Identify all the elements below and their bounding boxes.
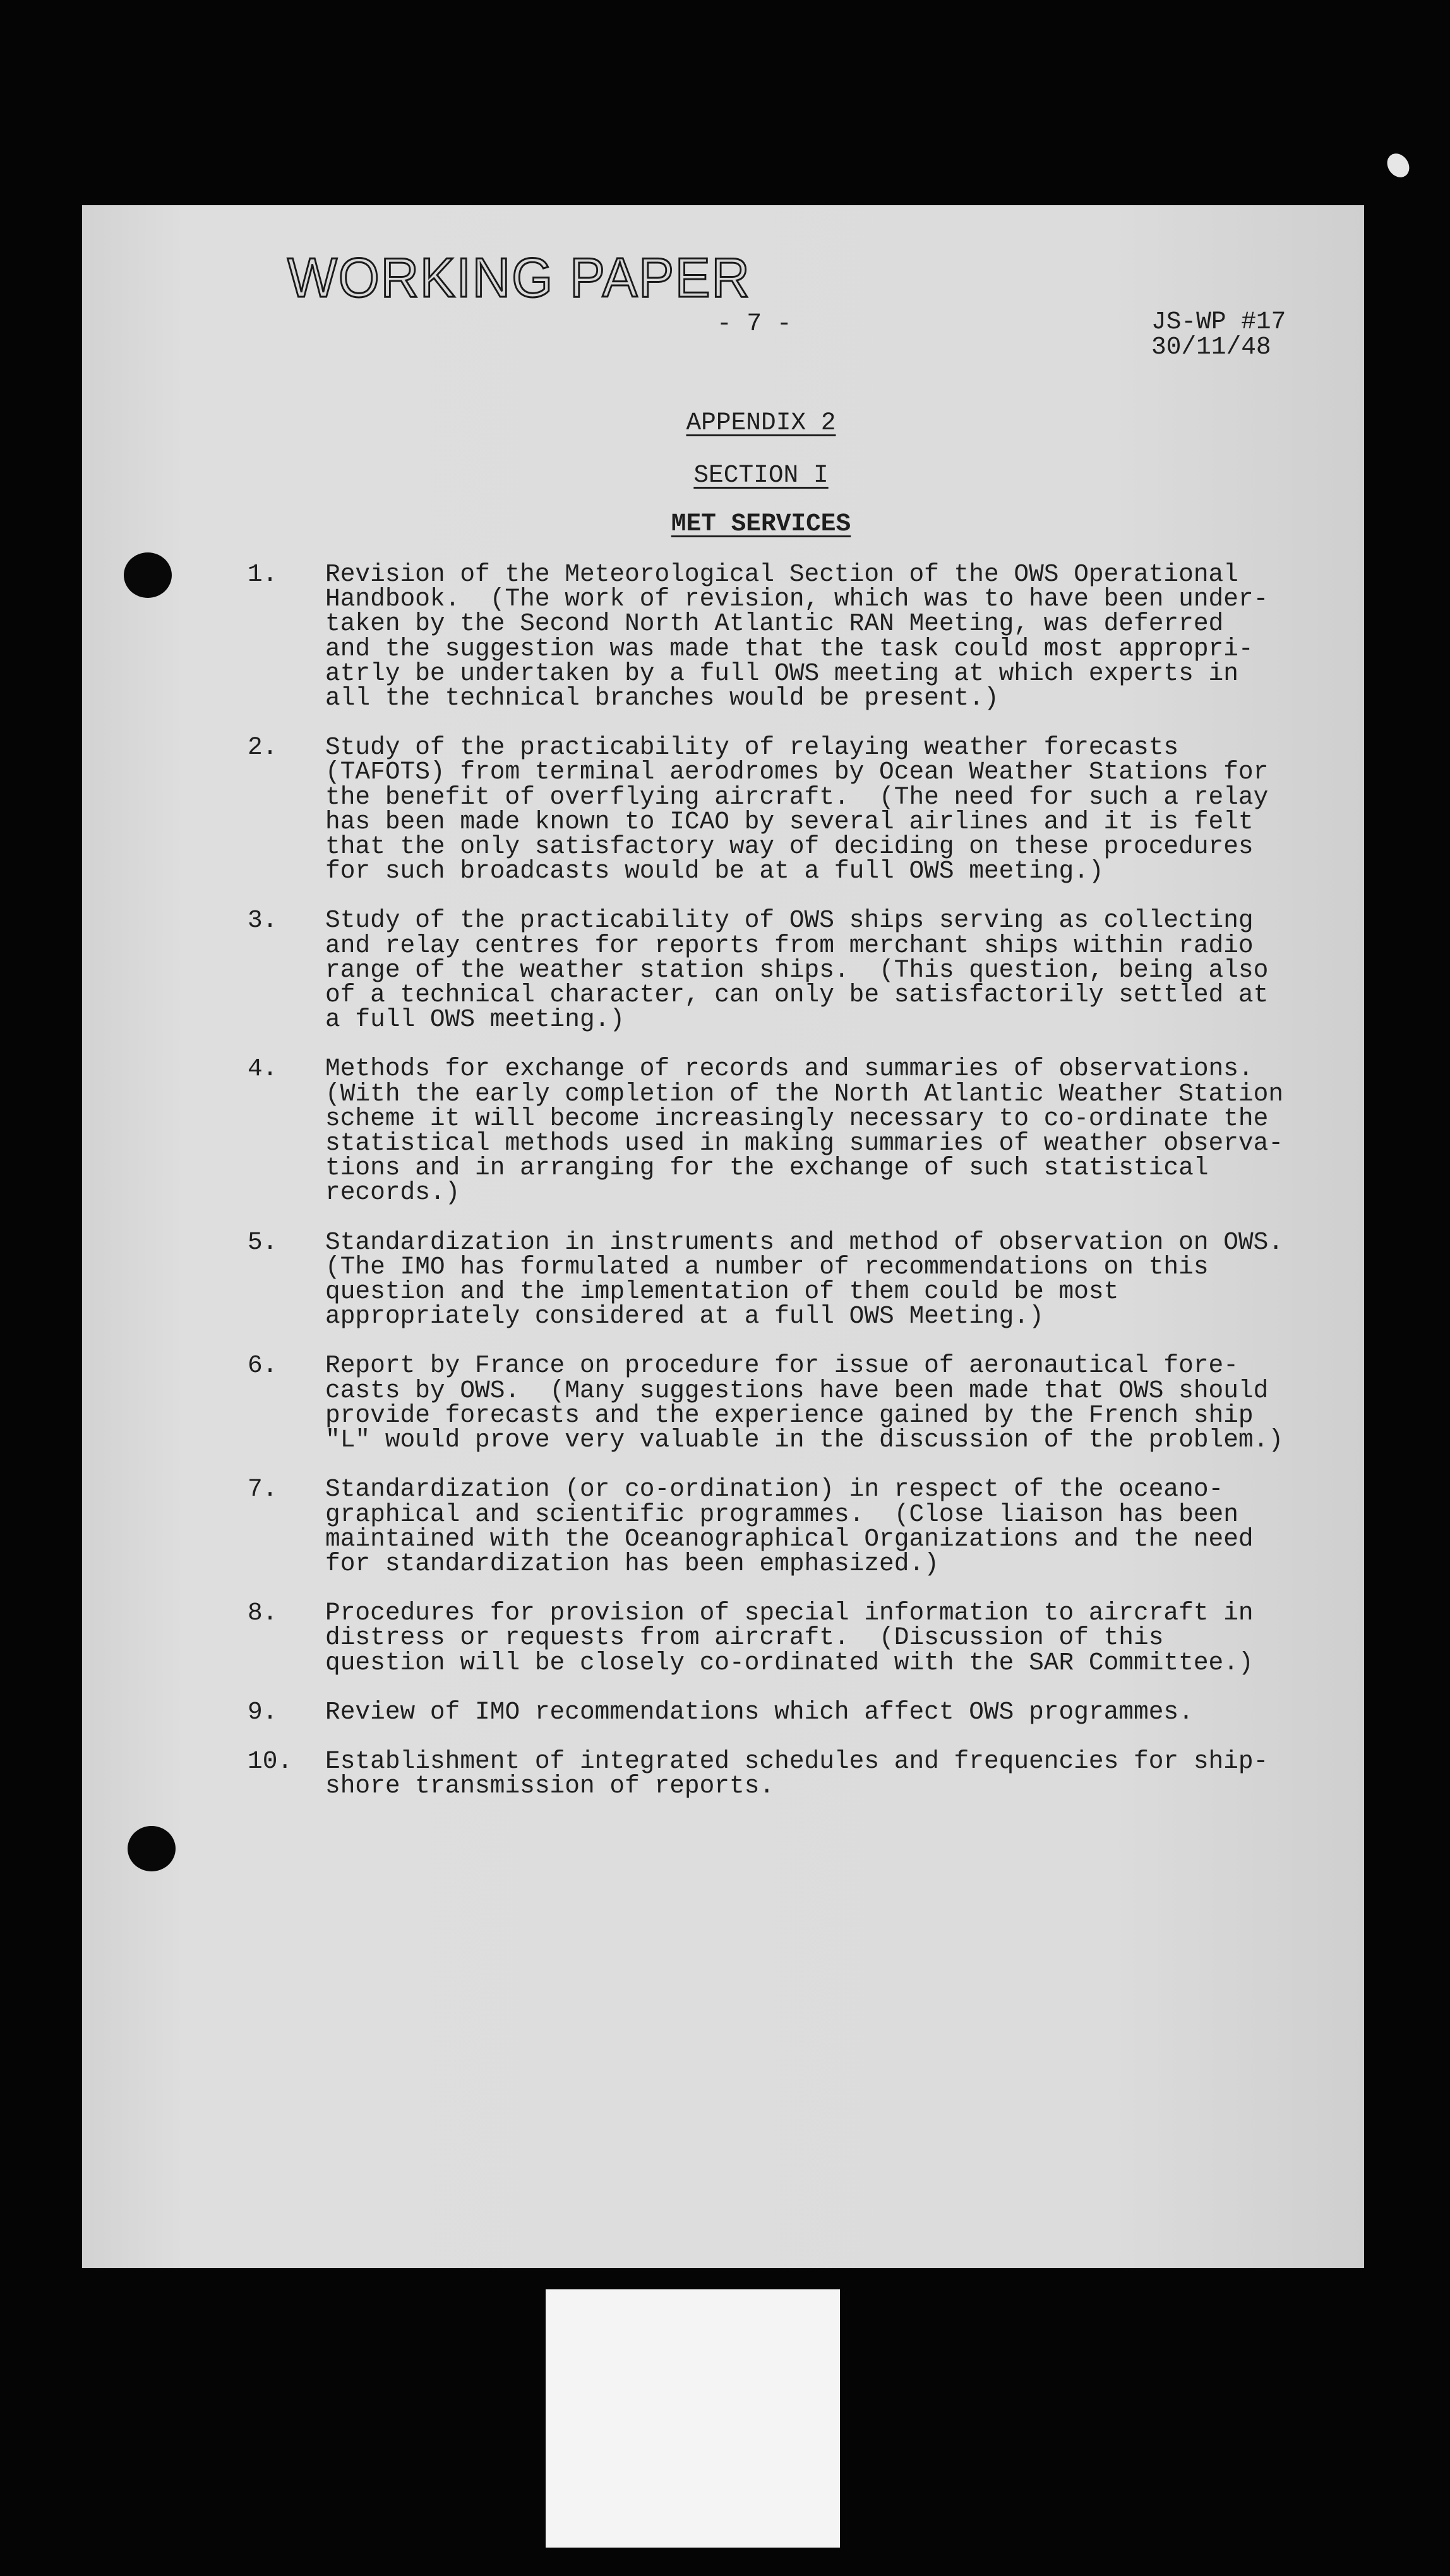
list-item	[248, 1601, 1283, 1675]
item-text	[325, 560, 1269, 713]
text-line: appropriately considered at a full OWS Meeting.)	[325, 1302, 1044, 1331]
item-number: 10.	[248, 1746, 293, 1775]
item-number: 3.	[248, 906, 278, 935]
text-line: question will be closely co-ordinated with the SAR Committee.)	[325, 1648, 1254, 1677]
item-number: 5.	[248, 1227, 278, 1256]
subject-heading: MET SERVICES	[671, 510, 851, 538]
item-number: 6.	[248, 1351, 278, 1380]
section-heading: SECTION I	[693, 461, 829, 489]
text-line: tions and in arranging for the exchange of such statistical	[325, 1154, 1209, 1183]
text-line: of a technical character, can only be satisfactorily settled at	[325, 981, 1269, 1010]
item-number: 4.	[248, 1054, 278, 1083]
document-reference: JS-WP #17	[1151, 307, 1286, 336]
text-line: and the suggestion was made that the task could most appropri-	[325, 634, 1254, 663]
text-line: a full OWS meeting.)	[325, 1005, 625, 1034]
text-line: that the only satisfactory way of deciding on these procedures	[325, 832, 1254, 861]
text-line: Handbook. (The work of revision, which was to have been under-	[325, 585, 1269, 614]
text-line: provide forecasts and the experience gained by the French ship	[325, 1400, 1254, 1429]
text-line: for standardization has been emphasized.)	[325, 1549, 939, 1578]
text-line: range of the weather station ships. (This question, being also	[325, 955, 1269, 984]
text-line: Study of the practicability of relaying weather forecasts	[325, 733, 1179, 762]
item-text	[325, 1351, 1284, 1455]
appendix-heading: APPENDIX 2	[686, 408, 836, 437]
list-item	[248, 1227, 1284, 1331]
text-line: Review of IMO recommendations which affect OWS programmes.	[325, 1697, 1194, 1726]
item-number: 9.	[248, 1697, 278, 1726]
item-text	[325, 1601, 1254, 1675]
item-text	[325, 908, 1268, 1032]
text-line: maintained with the Oceanographical Organizations and the need	[325, 1524, 1254, 1553]
list-item	[248, 733, 1283, 886]
item-number: 1.	[248, 560, 278, 588]
text-line: all the technical branches would be present.)	[325, 684, 999, 713]
item-number: 2.	[248, 733, 278, 762]
list-item	[248, 1697, 1283, 1726]
text-line: Report by France on procedure for issue of aeronautical fore-	[325, 1351, 1238, 1380]
item-text	[325, 733, 1269, 886]
item-text	[325, 1697, 1194, 1726]
text-line: Methods for exchange of records and summaries of observations.	[325, 1054, 1254, 1083]
text-line: "L" would prove very valuable in the discussion of the problem.)	[325, 1426, 1284, 1455]
text-line: Revision of the Meteorological Section of the OWS Operational	[325, 560, 1238, 588]
document-date: 30/11/48	[1151, 333, 1271, 361]
text-line: Standardization in instruments and method of observation on OWS.	[325, 1227, 1284, 1256]
scan-target-card	[546, 2289, 840, 2548]
text-line: Standardization (or co-ordination) in respect of the oceano-	[325, 1475, 1224, 1504]
list-item	[248, 1477, 1283, 1576]
text-line: atrly be undertaken by a full OWS meeting at which experts in	[325, 659, 1238, 688]
item-text	[325, 1227, 1284, 1331]
punch-hole	[128, 1826, 176, 1871]
item-text	[325, 1477, 1254, 1576]
item-number: 8.	[248, 1599, 278, 1628]
text-line: for such broadcasts would be at a full OWS meeting.)	[325, 857, 1104, 886]
text-line: and relay centres for reports from merchant ships within radio	[325, 931, 1254, 960]
text-line: Establishment of integrated schedules and frequencies for ship-	[325, 1746, 1269, 1775]
text-line: distress or requests from aircraft. (Discussion of this	[325, 1623, 1164, 1652]
text-line: graphical and scientific programmes. (Close liaison has been	[325, 1500, 1238, 1529]
text-line: (TAFOTS) from terminal aerodromes by Ocean Weather Stations for	[325, 758, 1269, 787]
scan-artifact	[1382, 149, 1413, 181]
text-line: statistical methods used in making summaries of weather observa-	[325, 1129, 1284, 1158]
text-line: (With the early completion of the North Atlantic Weather Station	[325, 1079, 1284, 1108]
punch-hole	[124, 552, 172, 598]
page-number: - 7 -	[717, 309, 792, 338]
text-line: casts by OWS. (Many suggestions have been made that OWS should	[325, 1376, 1269, 1405]
text-line: scheme it will become increasingly necessary to co-ordinate the	[325, 1104, 1269, 1133]
text-line: shore transmission of reports.	[325, 1772, 775, 1801]
list-item	[248, 908, 1283, 1032]
text-line: Procedures for provision of special information to aircraft in	[325, 1599, 1254, 1628]
text-line: Study of the practicability of OWS ships serving as collecting	[325, 906, 1254, 935]
text-line: the benefit of overflying aircraft. (The need for such a relay	[325, 782, 1269, 811]
list-item	[248, 1056, 1283, 1205]
list-item	[248, 560, 1283, 713]
text-line: taken by the Second North Atlantic RAN Meeting, was deferred	[325, 609, 1224, 638]
working-paper-stamp: WORKING PAPER	[287, 246, 751, 309]
text-line: question and the implementation of them could be most	[325, 1277, 1119, 1306]
text-line: records.)	[325, 1178, 460, 1207]
item-text	[325, 1056, 1283, 1205]
list-item	[248, 1746, 1283, 1801]
text-line: (The IMO has formulated a number of recommendations on this	[325, 1252, 1209, 1281]
agenda-list	[248, 562, 1283, 1823]
list-item	[248, 1351, 1284, 1455]
item-text	[325, 1746, 1269, 1801]
item-number: 7.	[248, 1475, 278, 1504]
text-line: has been made known to ICAO by several airlines and it is felt	[325, 807, 1254, 836]
